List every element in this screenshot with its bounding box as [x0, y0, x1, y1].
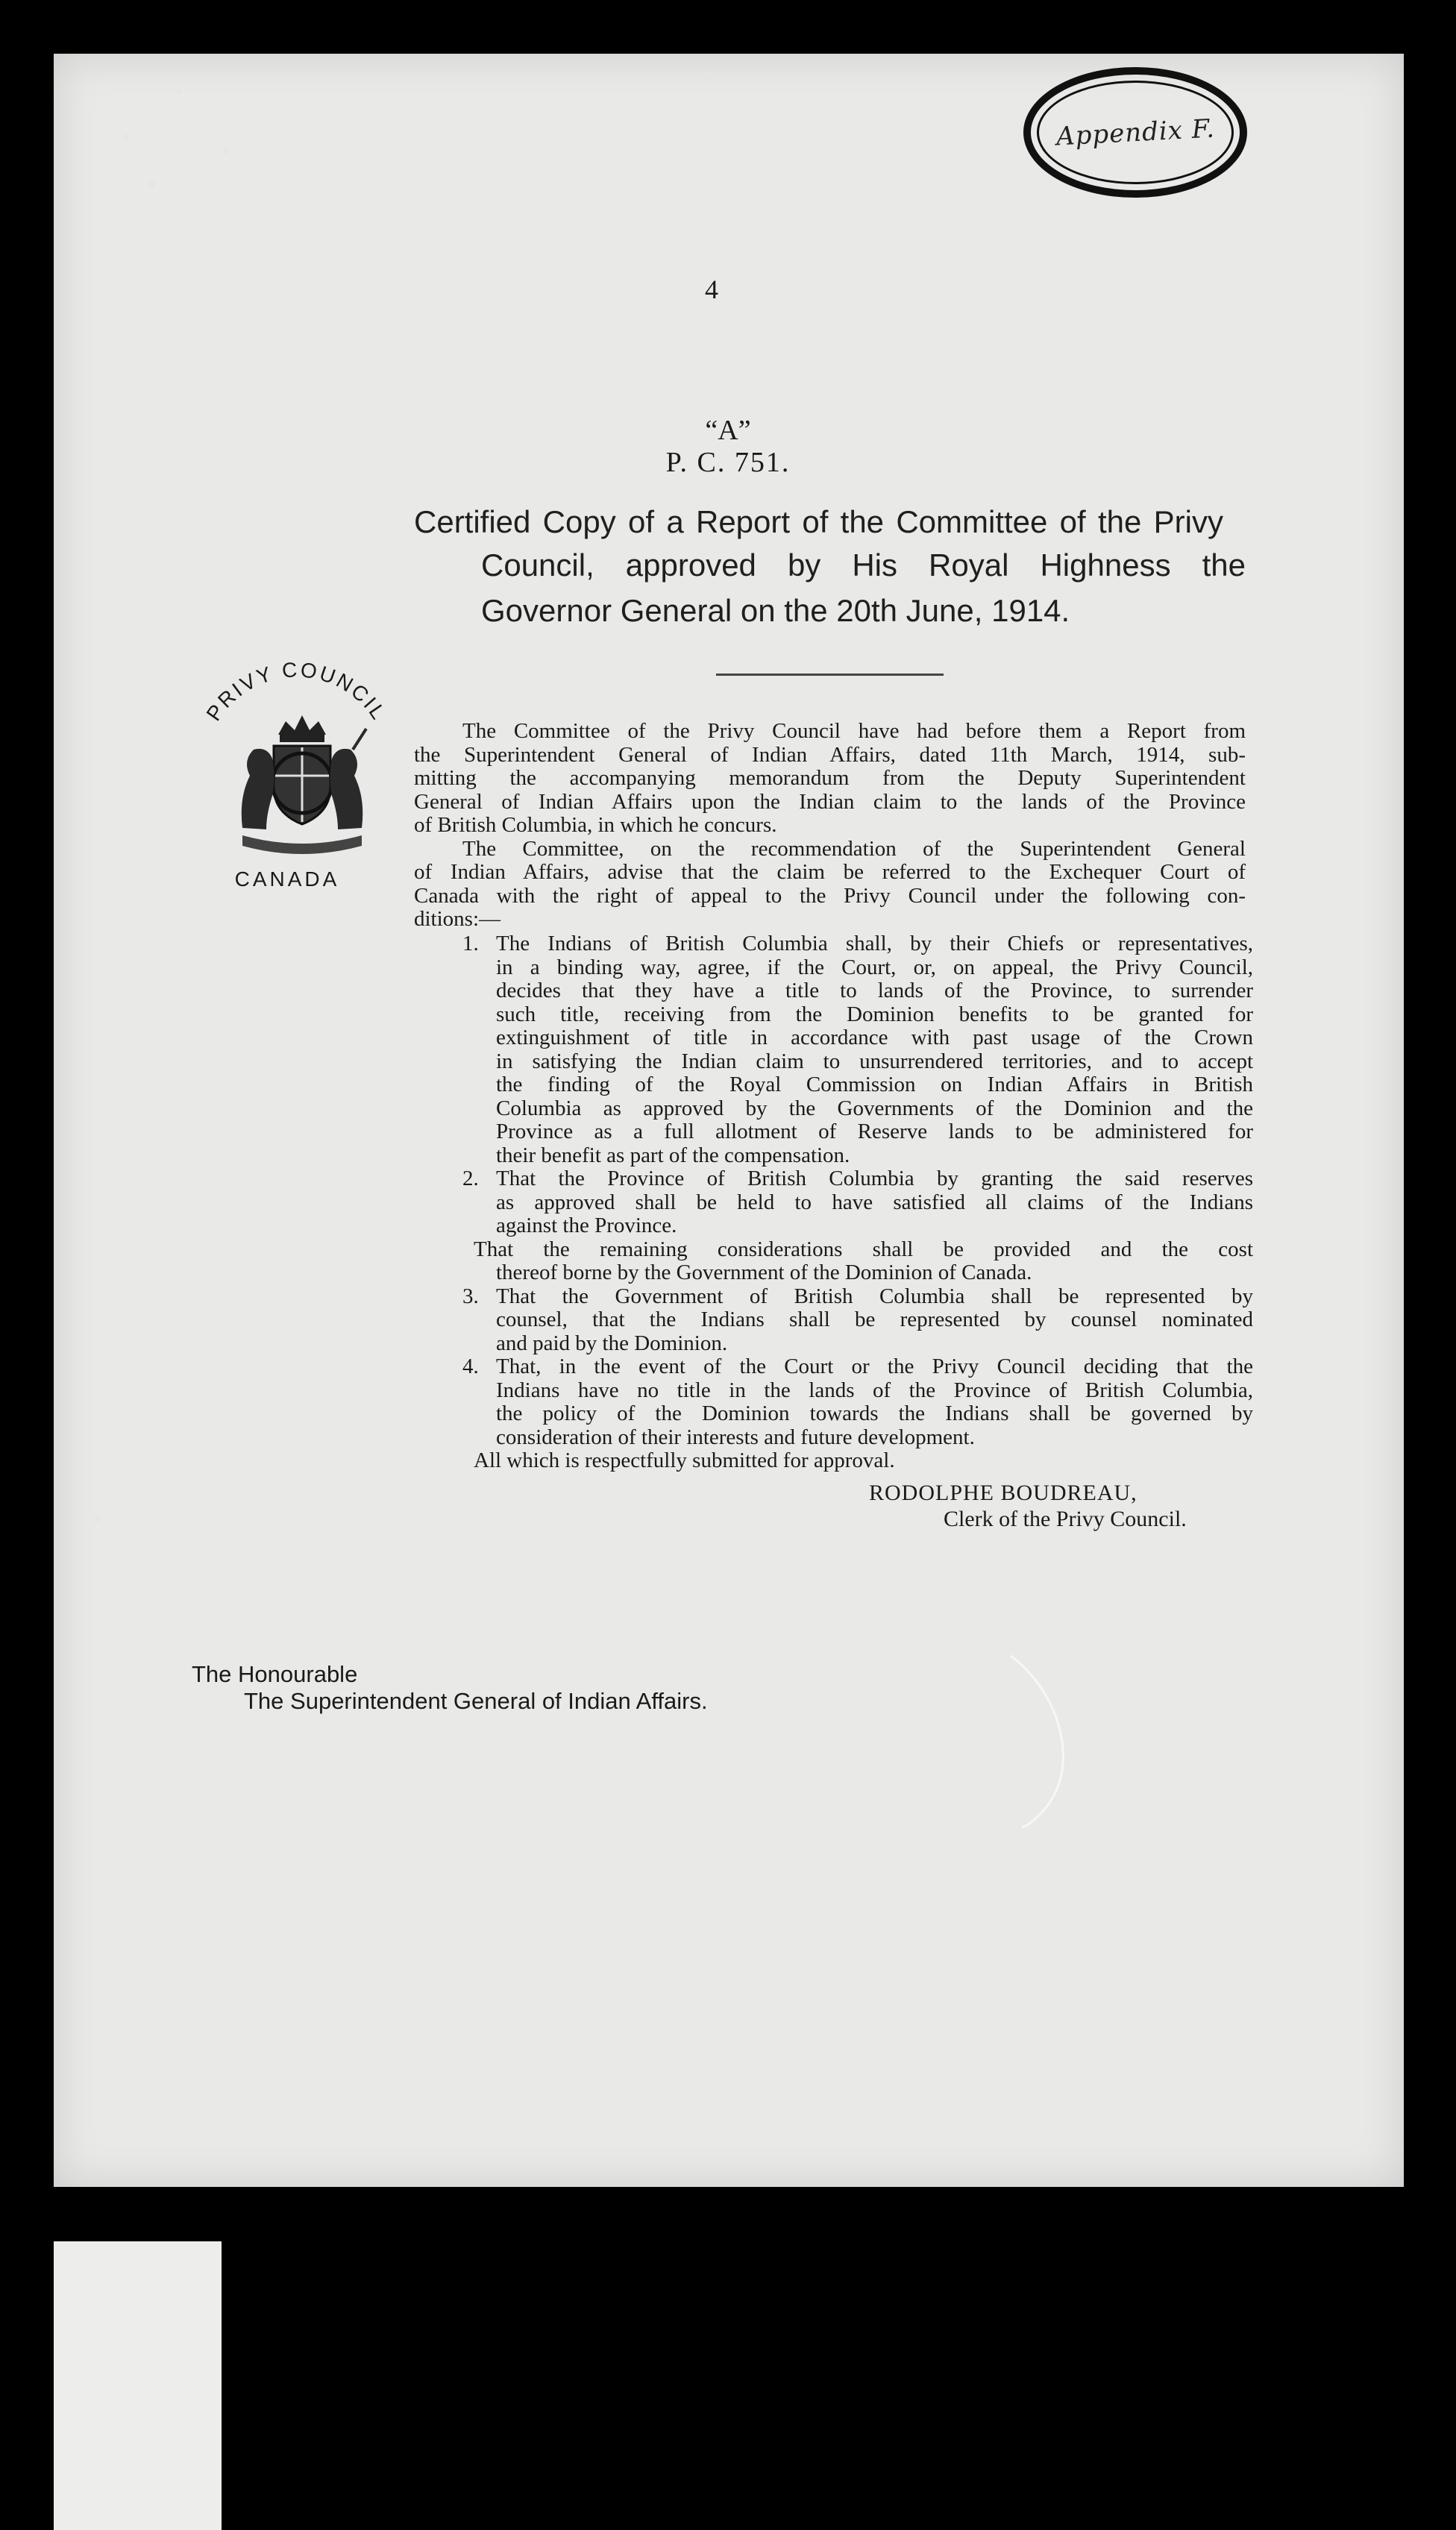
closing-line [462, 1449, 1253, 1473]
condition-number: 4. [462, 1355, 479, 1378]
body-text [414, 720, 1246, 932]
text-line: That the Province of British Columbia by granting the said reserves [496, 1167, 1253, 1190]
condition-4 [462, 1355, 1253, 1449]
condition-number: 1. [462, 932, 479, 955]
text-line: of Indian Affairs, advise that the claim be referred to the Exchequer Court of [414, 860, 1246, 884]
coat-of-arms-icon [190, 656, 414, 858]
speck [703, 71, 712, 80]
reference-letter: “A” [705, 415, 751, 446]
privy-council-seal [190, 656, 414, 903]
condition-number: 3. [462, 1284, 479, 1308]
text-line: in satisfying the Indian claim to unsurrendered territories, and to accept [496, 1049, 1253, 1073]
text-line: mitting the accompanying memorandum from the Deputy Superintendent [414, 766, 1246, 790]
seal-top-text: PRIVY COUNCIL [201, 658, 392, 725]
text-line: That the remaining considerations shall be provided and the cost [474, 1237, 1253, 1261]
condition-1 [462, 932, 1253, 1167]
speck [95, 1516, 101, 1522]
text-line: General of Indian Affairs upon the Indian claim to the lands of the Province [414, 789, 1246, 814]
text-line: The Committee, on the recommendation of the Superintendent General [462, 836, 1246, 861]
speck [177, 90, 181, 94]
addressee-line-2: The Superintendent General of Indian Affairs. [244, 1688, 708, 1714]
page-number: 4 [705, 274, 718, 304]
text-line: ditions:— [414, 907, 501, 931]
pen-mark-icon [977, 1648, 1089, 1835]
stamp-text: Appendix F. [1055, 113, 1216, 152]
title-line-3: Governor General on the 20th June, 1914. [481, 593, 1070, 628]
condition-number: 2. [462, 1167, 479, 1190]
text-line: and paid by the Dominion. [496, 1331, 728, 1355]
title-line-1: Certified Copy of a Report of the Committee of the Privy [414, 504, 1223, 539]
text-line: Canada with the right of appeal to the Privy Council under the following con- [414, 883, 1246, 908]
speck [149, 181, 154, 187]
text-line: That, in the event of the Court or the Privy Council deciding that the [496, 1355, 1253, 1378]
title-line-2: Council, approved by His Royal Highness the [481, 547, 1246, 583]
appendix-stamp [1023, 67, 1247, 198]
conditions-list [462, 932, 1253, 1473]
text-line: the Superintendent General of Indian Affairs, dated 11th March, 1914, sub- [414, 742, 1246, 767]
text-line: All which is respectfully submitted for approval. [474, 1448, 895, 1472]
signatory-title: Clerk of the Privy Council. [944, 1507, 1187, 1531]
text-line: extinguishment of title in accordance with past usage of the Crown [496, 1026, 1253, 1049]
text-line: The Indians of British Columbia shall, by their Chiefs or representatives, [496, 932, 1253, 955]
divider [716, 674, 944, 676]
text-line: in a binding way, agree, if the Court, or, on appeal, the Privy Council, [496, 955, 1253, 979]
text-line: counsel, that the Indians shall be represented by counsel nominated [496, 1308, 1253, 1331]
condition-2-continued [462, 1238, 1253, 1285]
speck [123, 134, 128, 139]
text-line: That the Government of British Columbia shall be represented by [496, 1284, 1253, 1308]
condition-2 [462, 1167, 1253, 1238]
condition-3 [462, 1285, 1253, 1356]
text-line: the finding of the Royal Commission on Indian Affairs in British [496, 1073, 1253, 1096]
addressee-line-1: The Honourable [192, 1661, 358, 1687]
signatory-name: RODOLPHE BOUDREAU, [869, 1481, 1138, 1505]
text-line: decides that they have a title to lands of the Province, to surrender [496, 979, 1253, 1002]
seal-bottom-text: CANADA [234, 867, 340, 891]
text-line: consideration of their interests and future development. [496, 1425, 975, 1449]
text-line: The Committee of the Privy Council have had before them a Report from [462, 719, 1246, 743]
text-line: against the Province. [496, 1214, 677, 1237]
text-line: as approved shall be held to have satisfied all claims of the Indians [496, 1190, 1253, 1214]
text-line: the policy of the Dominion towards the Indians shall be governed by [496, 1401, 1253, 1425]
text-line: of British Columbia, in which he concurs. [414, 813, 777, 837]
text-line: their benefit as part of the compensation. [496, 1143, 850, 1167]
text-line: Indians have no title in the lands of the Province of British Columbia, [496, 1378, 1253, 1402]
svg-text:PRIVY COUNCIL [202, 658, 392, 725]
speck [224, 149, 228, 154]
text-line: such title, receiving from the Dominion benefits to be granted for [496, 1002, 1253, 1026]
text-line: thereof borne by the Government of the Dominion of Canada. [496, 1261, 1032, 1284]
text-line: Columbia as approved by the Governments of the Dominion and the [496, 1096, 1253, 1120]
order-number: P. C. 751. [665, 447, 791, 478]
paper-scrap [54, 2241, 222, 2530]
text-line: Province as a full allotment of Reserve lands to be administered for [496, 1120, 1253, 1143]
